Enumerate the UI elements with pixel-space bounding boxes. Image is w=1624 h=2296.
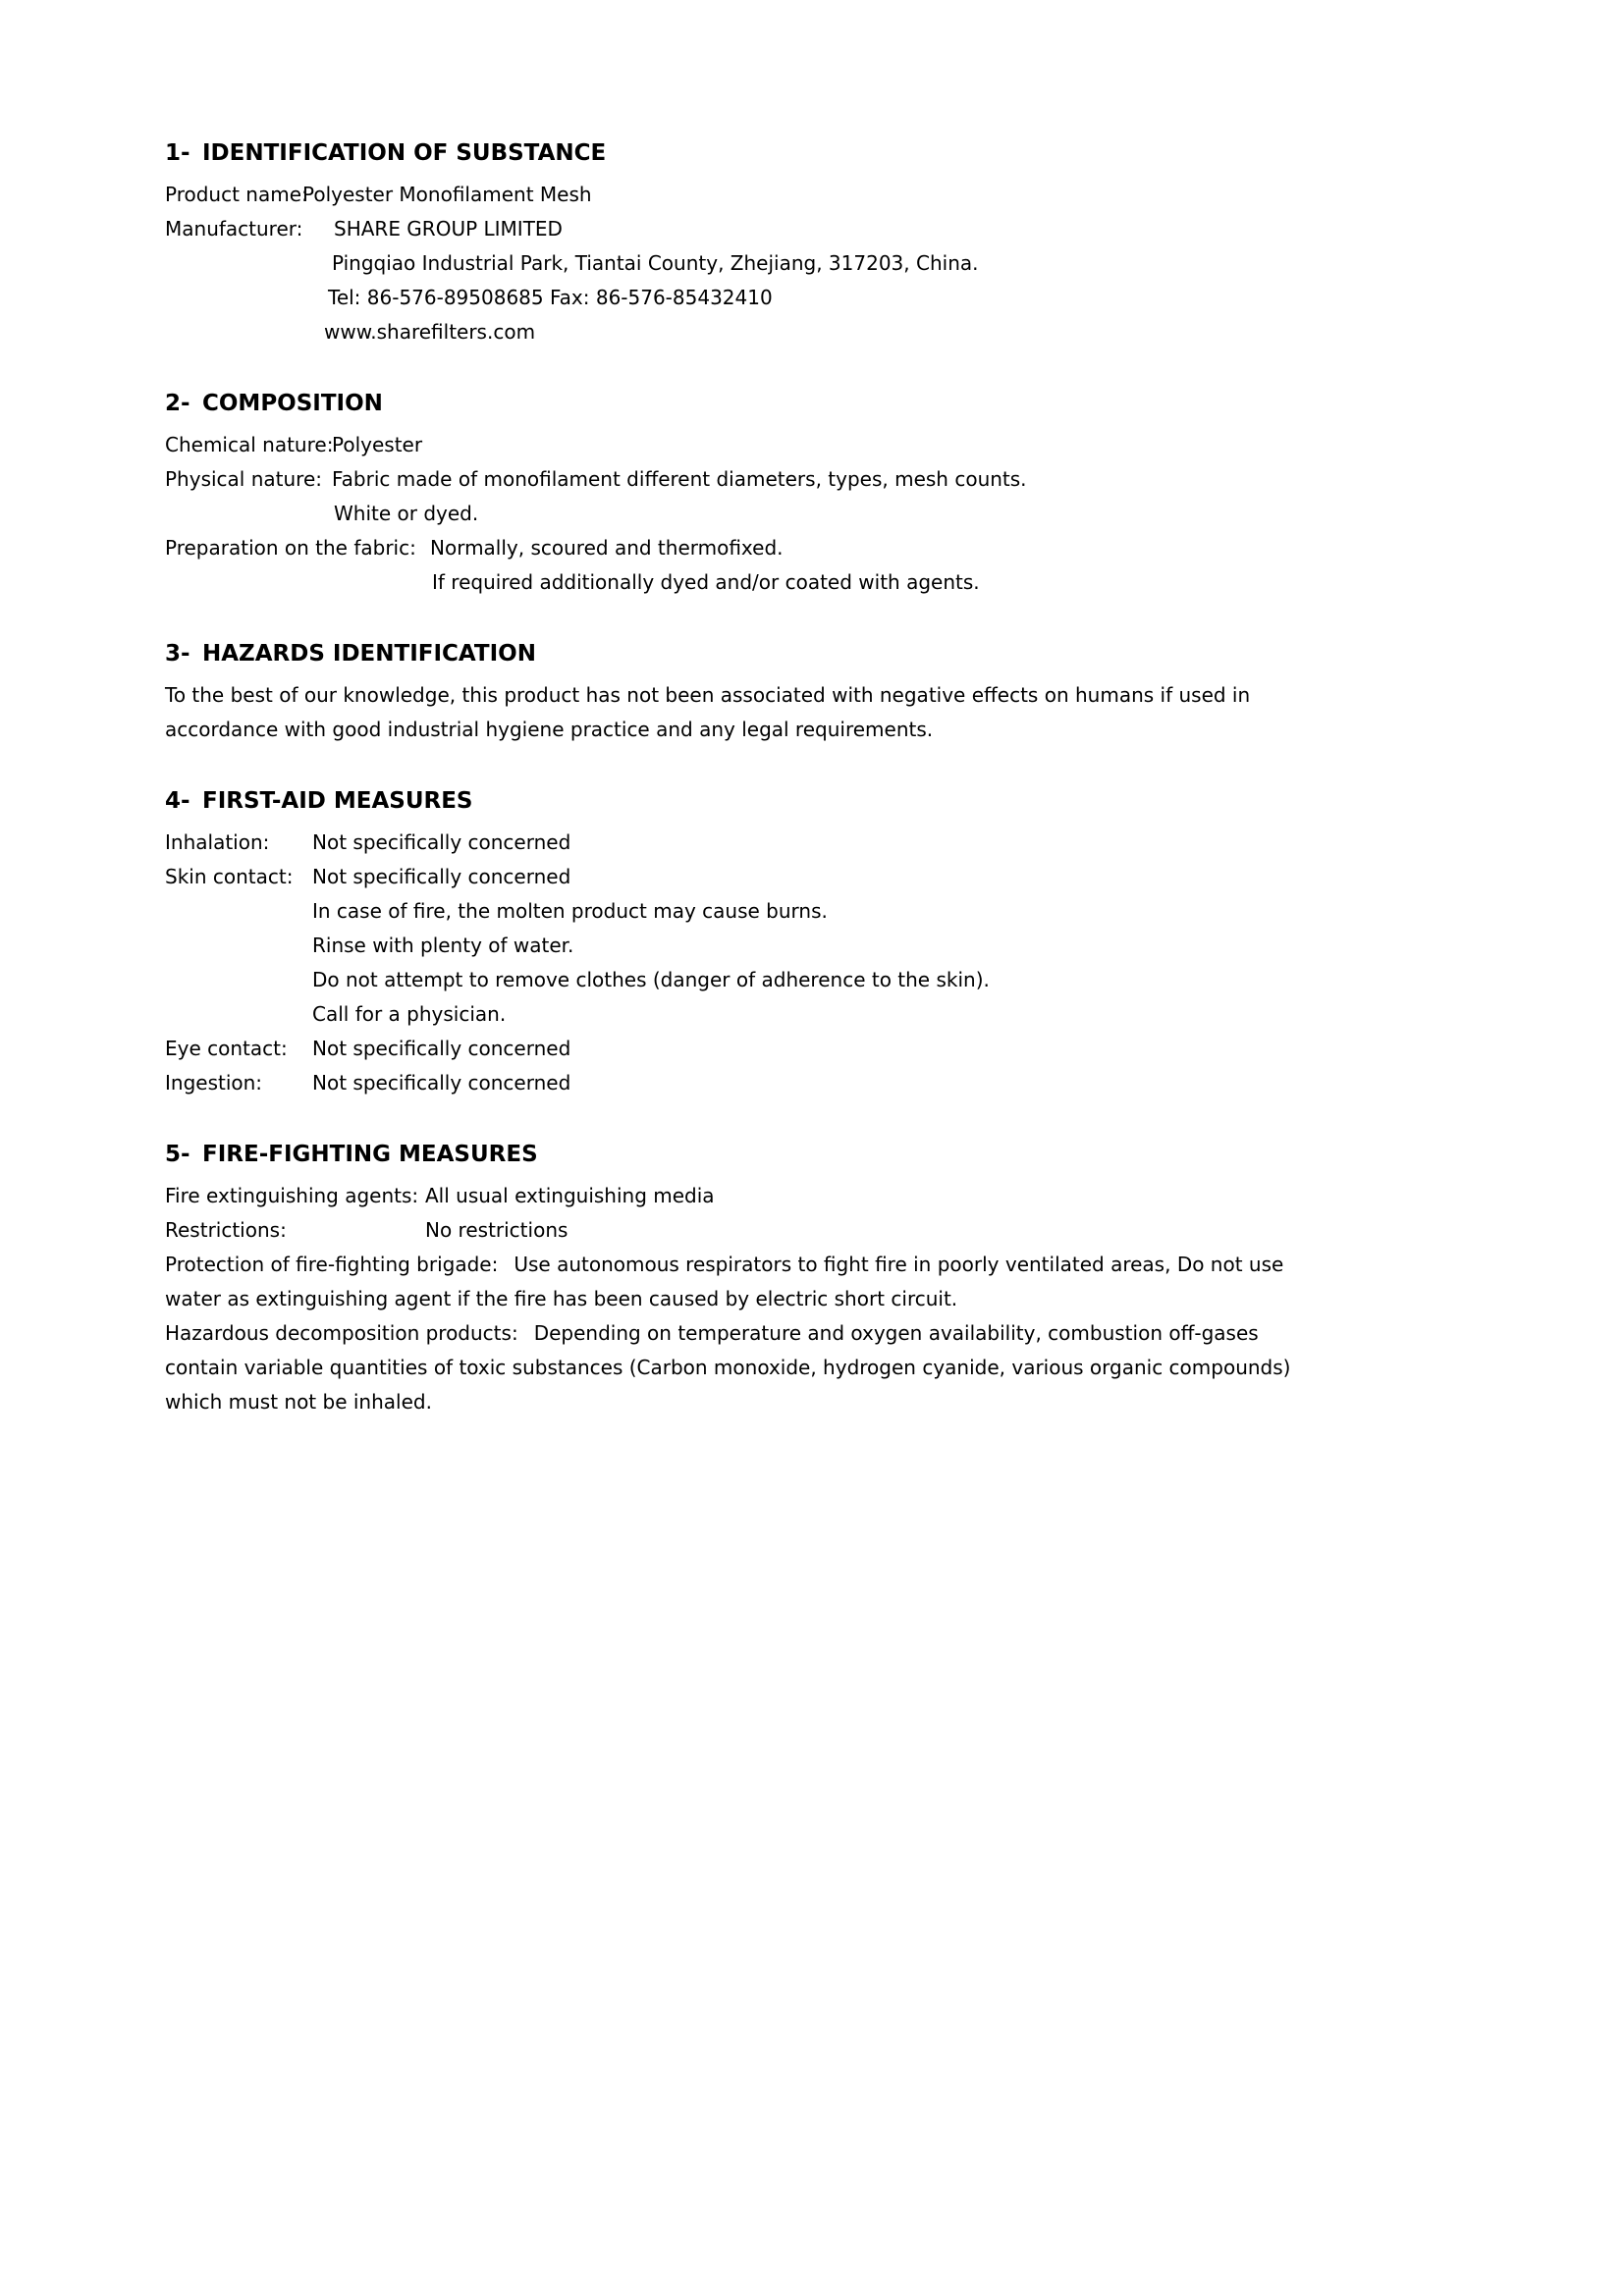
eye-contact-value: Not specifically concerned bbox=[312, 1037, 571, 1060]
physical-nature-cont: White or dyed. bbox=[334, 502, 479, 525]
product-name-value: Polyester Monofilament Mesh bbox=[302, 183, 592, 206]
decomposition-products-label: Hazardous decomposition products: bbox=[165, 1321, 518, 1345]
section-2-title: COMPOSITION bbox=[202, 391, 383, 416]
row-skin-contact-note-2 bbox=[165, 929, 1459, 963]
row-decomposition-products bbox=[165, 1316, 1459, 1351]
brigade-protection-value: Use autonomous respirators to fight fire in poorly ventilated areas, Do not use bbox=[514, 1253, 1284, 1276]
manufacturer-label: Manufacturer: bbox=[165, 217, 303, 240]
section-1-heading bbox=[165, 138, 1459, 168]
section-5-number: 5- bbox=[165, 1142, 190, 1167]
row-manufacturer-address bbox=[165, 246, 1459, 281]
hazards-text-1: To the best of our knowledge, this product has not been associated with negative effects on humans if used in bbox=[165, 683, 1251, 707]
inhalation-label: Inhalation: bbox=[165, 830, 270, 854]
hazards-paragraph-line-1 bbox=[165, 678, 1459, 713]
manufacturer-phone-fax: Tel: 86-576-89508685 Fax: 86-576-85432410 bbox=[328, 286, 773, 309]
section-3-heading bbox=[165, 639, 1459, 668]
row-restrictions bbox=[165, 1213, 1459, 1248]
restrictions-value: No restrictions bbox=[425, 1218, 568, 1242]
inhalation-value: Not specifically concerned bbox=[312, 830, 571, 854]
ingestion-label: Ingestion: bbox=[165, 1071, 263, 1095]
row-product-name bbox=[165, 178, 1459, 212]
decomposition-cont-1: contain variable quantities of toxic substances (Carbon monoxide, hydrogen cyanide, various organic compounds) bbox=[165, 1356, 1291, 1379]
section-4-heading bbox=[165, 786, 1459, 816]
website-url[interactable]: www.sharefilters.com bbox=[324, 320, 536, 344]
skin-contact-note-4: Call for a physician. bbox=[312, 1002, 507, 1026]
section-hazards bbox=[165, 639, 1459, 747]
row-skin-contact-note-4 bbox=[165, 997, 1459, 1032]
section-fire-fighting bbox=[165, 1140, 1459, 1419]
section-2-number: 2- bbox=[165, 391, 190, 416]
skin-contact-note-2: Rinse with plenty of water. bbox=[312, 934, 574, 957]
hazards-paragraph-line-2 bbox=[165, 713, 1459, 747]
brigade-protection-label: Protection of fire-fighting brigade: bbox=[165, 1253, 499, 1276]
row-physical-nature bbox=[165, 462, 1459, 497]
preparation-label: Preparation on the fabric: bbox=[165, 536, 416, 560]
ingestion-value: Not specifically concerned bbox=[312, 1071, 571, 1095]
extinguishing-agents-value: All usual extinguishing media bbox=[425, 1184, 715, 1207]
section-5-heading bbox=[165, 1140, 1459, 1169]
row-manufacturer-phone bbox=[165, 281, 1459, 315]
section-first-aid bbox=[165, 786, 1459, 1100]
row-decomposition-cont-2 bbox=[165, 1385, 1459, 1419]
section-3-title: HAZARDS IDENTIFICATION bbox=[202, 641, 536, 667]
skin-contact-value: Not specifically concerned bbox=[312, 865, 571, 888]
section-2-heading bbox=[165, 389, 1459, 418]
row-manufacturer bbox=[165, 212, 1459, 246]
chemical-nature-value: Polyester bbox=[332, 433, 423, 456]
row-brigade-protection bbox=[165, 1248, 1459, 1282]
section-4-number: 4- bbox=[165, 788, 190, 814]
section-1-title: IDENTIFICATION OF SUBSTANCE bbox=[202, 140, 607, 166]
section-4-title: FIRST-AID MEASURES bbox=[202, 788, 473, 814]
section-1-number: 1- bbox=[165, 140, 190, 166]
section-composition bbox=[165, 389, 1459, 600]
preparation-cont: If required additionally dyed and/or coated with agents. bbox=[432, 570, 980, 594]
skin-contact-note-3: Do not attempt to remove clothes (danger of adherence to the skin). bbox=[312, 968, 990, 991]
row-decomposition-cont-1 bbox=[165, 1351, 1459, 1385]
section-5-title: FIRE-FIGHTING MEASURES bbox=[202, 1142, 538, 1167]
row-preparation-cont bbox=[165, 565, 1459, 600]
row-skin-contact bbox=[165, 860, 1459, 894]
restrictions-label: Restrictions: bbox=[165, 1218, 287, 1242]
brigade-protection-cont: water as extinguishing agent if the fire has been caused by electric short circuit. bbox=[165, 1287, 958, 1310]
row-eye-contact bbox=[165, 1032, 1459, 1066]
extinguishing-agents-label: Fire extinguishing agents: bbox=[165, 1184, 419, 1207]
chemical-nature-label: Chemical nature: bbox=[165, 433, 334, 456]
section-3-number: 3- bbox=[165, 641, 190, 667]
physical-nature-value: Fabric made of monofilament different diameters, types, mesh counts. bbox=[332, 467, 1027, 491]
row-preparation bbox=[165, 531, 1459, 565]
preparation-value: Normally, scoured and thermofixed. bbox=[430, 536, 784, 560]
skin-contact-label: Skin contact: bbox=[165, 865, 294, 888]
product-name-label: Product name: bbox=[165, 183, 308, 206]
row-brigade-protection-cont bbox=[165, 1282, 1459, 1316]
row-extinguishing-agents bbox=[165, 1179, 1459, 1213]
eye-contact-label: Eye contact: bbox=[165, 1037, 288, 1060]
decomposition-cont-2: which must not be inhaled. bbox=[165, 1390, 432, 1414]
row-website bbox=[165, 315, 1459, 349]
row-inhalation bbox=[165, 826, 1459, 860]
manufacturer-value: SHARE GROUP LIMITED bbox=[334, 217, 563, 240]
row-physical-nature-cont bbox=[165, 497, 1459, 531]
row-ingestion bbox=[165, 1066, 1459, 1100]
row-chemical-nature bbox=[165, 428, 1459, 462]
row-skin-contact-note-3 bbox=[165, 963, 1459, 997]
skin-contact-note-1: In case of fire, the molten product may cause burns. bbox=[312, 899, 828, 923]
manufacturer-address: Pingqiao Industrial Park, Tiantai County, Zhejiang, 317203, China. bbox=[332, 251, 979, 275]
section-identification bbox=[165, 138, 1459, 349]
hazards-text-2: accordance with good industrial hygiene practice and any legal requirements. bbox=[165, 718, 934, 741]
row-skin-contact-note-1 bbox=[165, 894, 1459, 929]
decomposition-products-value: Depending on temperature and oxygen availability, combustion off-gases bbox=[533, 1321, 1259, 1345]
physical-nature-label: Physical nature: bbox=[165, 467, 322, 491]
